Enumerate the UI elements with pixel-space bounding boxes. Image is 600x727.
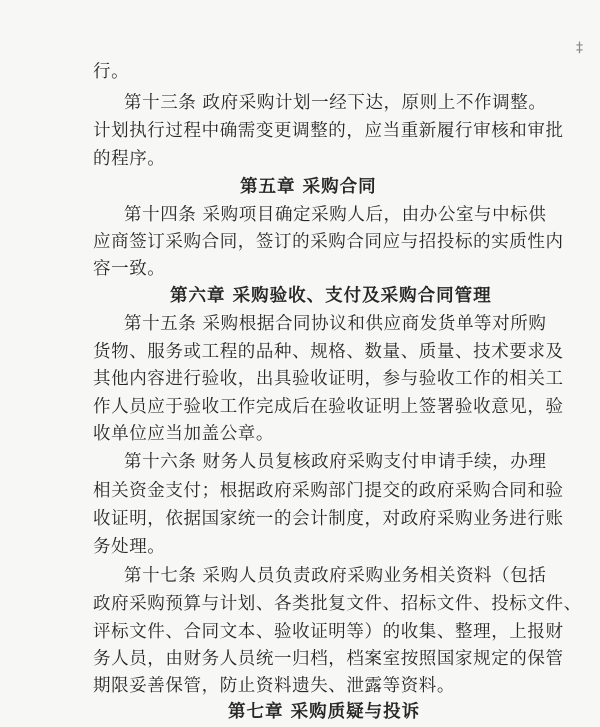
chapter-heading: 第六章 采购验收、支付及采购合同管理 <box>170 286 492 306</box>
text-line: 第十六条 财务人员复核政府采购支付申请手续，办理 <box>124 452 547 472</box>
text-line: 容一致。 <box>93 259 166 279</box>
text-line: 务处理。 <box>93 537 166 557</box>
text-line: 计划执行过程中确需变更调整的，应当重新履行审核和审批 <box>93 121 564 141</box>
text-line: 行。 <box>93 62 130 82</box>
chapter-heading: 第七章 采购质疑与投诉 <box>228 702 421 722</box>
text-line: 作人员应于验收工作完成后在验收证明上签署验收意见，验 <box>93 397 564 417</box>
text-line: 第十五条 采购根据合同协议和供应商发货单等对所购 <box>124 314 547 334</box>
chapter-heading: 第五章 采购合同 <box>240 177 377 197</box>
text-line: 期限妥善保管，防止资料遗失、泄露等资料。 <box>93 676 455 696</box>
text-line: 相关资金支付；根据政府采购部门提交的政府采购合同和验 <box>93 481 564 501</box>
text-line: 第十四条 采购项目确定采购人后，由办公室与中标供 <box>124 205 547 225</box>
text-line: 评标文件、合同文本、验收证明等）的收集、整理，上报财 <box>93 622 564 642</box>
text-line: 应商签订采购合同，签订的采购合同应与招投标的实质性内 <box>93 232 564 252</box>
text-line: 第十三条 政府采购计划一经下达，原则上不作调整。 <box>124 93 547 113</box>
text-line: 政府采购预算与计划、各类批复文件、招标文件、投标文件、 <box>93 594 582 614</box>
text-line: 其他内容进行验收，出具验收证明，参与验收工作的相关工 <box>93 369 564 389</box>
scan-mark: ‡ <box>576 40 583 56</box>
text-line: 第十七条 采购人员负责政府采购业务相关资料（包括 <box>124 566 547 586</box>
text-line: 货物、服务或工程的品种、规格、数量、质量、技术要求及 <box>93 342 564 362</box>
text-line: 的程序。 <box>93 149 166 169</box>
text-line: 务人员，由财务人员统一归档，档案室按照国家规定的保管 <box>93 649 564 669</box>
text-line: 收证明，依据国家统一的会计制度，对政府采购业务进行账 <box>93 509 564 529</box>
text-line: 收单位应当加盖公章。 <box>93 424 274 444</box>
